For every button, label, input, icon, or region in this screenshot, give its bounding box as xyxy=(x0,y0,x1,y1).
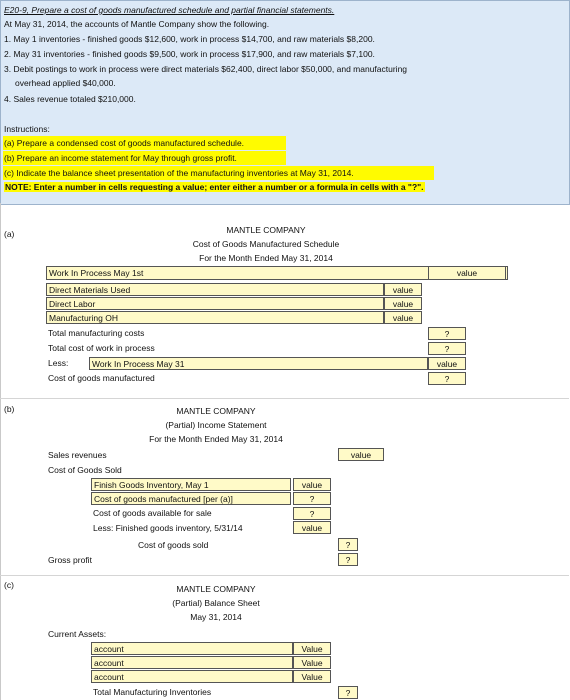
part-c-statement: (Partial) Balance Sheet xyxy=(172,598,260,608)
part-b-period: For the Month Ended May 31, 2014 xyxy=(149,434,283,444)
part-c-date: May 31, 2014 xyxy=(190,612,242,622)
avail-label: Cost of goods available for sale xyxy=(93,508,212,518)
section-divider xyxy=(0,575,569,576)
instructions-panel xyxy=(0,0,570,205)
total-inventories-input[interactable]: ? xyxy=(338,686,358,699)
instruction-a: (a) Prepare a condensed cost of goods manufactured schedule. xyxy=(3,136,286,150)
less-label: Less: xyxy=(48,358,69,368)
cogm-input[interactable]: ? xyxy=(428,372,466,385)
part-a-company: MANTLE COMPANY xyxy=(226,225,306,235)
wip-end-input[interactable]: value xyxy=(428,357,466,370)
dm-label: Direct Materials Used xyxy=(46,283,384,296)
problem-item-3: 3. Debit postings to work in process were direct materials $62,400, direct labor $50,000, and manufacturing xyxy=(4,64,408,74)
sales-label: Sales revenues xyxy=(48,450,107,460)
part-b-label: (b) xyxy=(4,404,15,414)
fg-begin-input[interactable]: value xyxy=(293,478,331,491)
cogm-label: Cost of goods manufactured xyxy=(48,373,155,383)
gross-profit-input[interactable]: ? xyxy=(338,553,358,566)
cogs-label: Cost of goods sold xyxy=(138,540,209,550)
total-inventories-label: Total Manufacturing Inventories xyxy=(93,687,212,697)
cogs-heading: Cost of Goods Sold xyxy=(48,465,122,475)
inventory-account-2: account xyxy=(91,656,293,669)
problem-item-3-cont: overhead applied $40,000. xyxy=(15,78,116,88)
gross-profit-label: Gross profit xyxy=(48,555,92,565)
fg-end-input[interactable]: value xyxy=(293,521,331,534)
problem-intro: At May 31, 2014, the accounts of Mantle Company show the following. xyxy=(4,19,270,29)
section-divider xyxy=(0,398,569,399)
wip-end-label: Work In Process May 31 xyxy=(89,357,428,370)
inventory-value-2[interactable]: Value xyxy=(293,656,331,669)
fg-begin-label: Finish Goods Inventory, May 1 xyxy=(91,478,291,491)
cogm-per-a-input[interactable]: ? xyxy=(293,492,331,505)
total-mfg-input[interactable]: ? xyxy=(428,327,466,340)
total-wip-label: Total cost of work in process xyxy=(48,343,155,353)
instruction-note xyxy=(4,182,425,192)
dl-input[interactable]: value xyxy=(384,297,422,310)
instructions-label: Instructions: xyxy=(4,124,50,134)
part-a-period: For the Month Ended May 31, 2014 xyxy=(199,253,333,263)
problem-item-2: 2. May 31 inventories - finished goods $9,500, work in process $17,900, and raw materials $7,100. xyxy=(4,49,375,59)
problem-item-1: 1. May 1 inventories - finished goods $12,600, work in process $14,700, and raw materials $8,200. xyxy=(4,34,375,44)
dm-input[interactable]: value xyxy=(384,283,422,296)
avail-input[interactable]: ? xyxy=(293,507,331,520)
moh-input[interactable]: value xyxy=(384,311,422,324)
sales-input[interactable]: value xyxy=(338,448,384,461)
inventory-account-3: account xyxy=(91,670,293,683)
moh-label: Manufacturing OH xyxy=(46,311,384,324)
part-c-label: (c) xyxy=(4,580,14,590)
part-b-company: MANTLE COMPANY xyxy=(176,406,256,416)
instruction-c: (c) Indicate the balance sheet presentation of the manufacturing inventories at May 31, 2014. xyxy=(3,166,434,180)
total-mfg-label: Total manufacturing costs xyxy=(48,328,145,338)
wip-begin-input[interactable]: value xyxy=(428,266,506,280)
problem-item-4: 4. Sales revenue totaled $210,000. xyxy=(4,94,136,104)
part-a-statement: Cost of Goods Manufactured Schedule xyxy=(192,239,340,249)
part-b-statement: (Partial) Income Statement xyxy=(165,420,267,430)
inventory-account-1: account xyxy=(91,642,293,655)
cogs-input[interactable]: ? xyxy=(338,538,358,551)
problem-title: E20-9, Prepare a cost of goods manufactured schedule and partial financial statements. xyxy=(4,5,335,15)
part-a-label: (a) xyxy=(4,229,15,239)
part-c-company: MANTLE COMPANY xyxy=(176,584,256,594)
current-assets-label: Current Assets: xyxy=(48,629,107,639)
fg-end-label: Less: Finished goods inventory, 5/31/14 xyxy=(93,523,243,533)
instruction-b: (b) Prepare an income statement for May through gross profit. xyxy=(3,151,286,165)
wip-begin-label: Work In Process May 1st xyxy=(46,266,508,280)
total-wip-input[interactable]: ? xyxy=(428,342,466,355)
dl-label: Direct Labor xyxy=(46,297,384,310)
inventory-value-1[interactable]: Value xyxy=(293,642,331,655)
inventory-value-3[interactable]: Value xyxy=(293,670,331,683)
cogm-per-a-label: Cost of goods manufactured [per (a)] xyxy=(91,492,291,505)
instruction-note-text: NOTE: Enter a number in cells requesting a value; enter either a number or a formula in cells with a "?". xyxy=(5,182,424,192)
